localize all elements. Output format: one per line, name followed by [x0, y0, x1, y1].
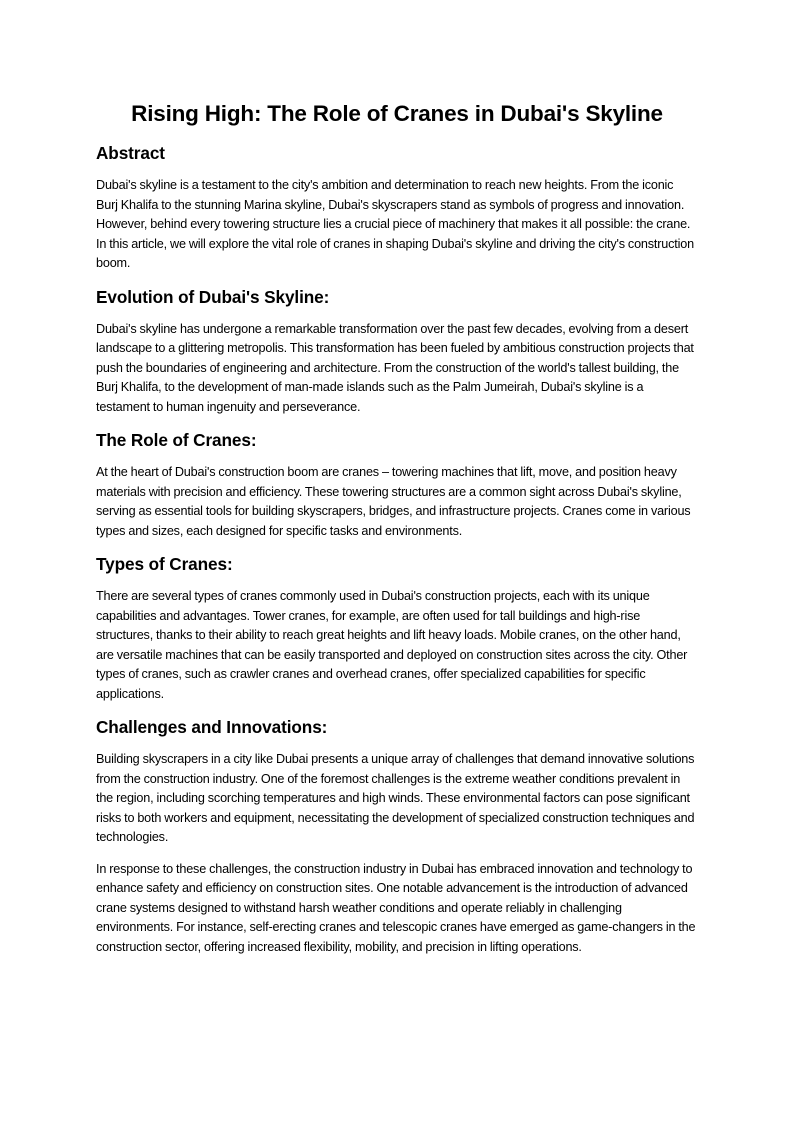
role-of-cranes-heading: The Role of Cranes:	[96, 430, 257, 450]
evolution-paragraph: Dubai's skyline has undergone a remarkable transformation over the past few decades, evolving from a desert landscape to a glittering metropolis. This transformation has been fueled by ambitious construction projects that push the boundaries of engineering and architecture. From the construction of the world's tallest building, the Burj Khalifa, to the development of man-made islands such as the Palm Jumeirah, Dubai's skyline is a testament to human ingenuity and perseverance.	[96, 321, 694, 414]
types-of-cranes-heading: Types of Cranes:	[96, 554, 233, 574]
challenges-paragraph-2: In response to these challenges, the construction industry in Dubai has embraced innovation and technology to enhance safety and efficiency on construction sites. One notable advancement is the introduction of advanced crane systems designed to withstand harsh weather conditions and operate reliably in challenging environments. For instance, self-erecting cranes and telescopic cranes have emerged as game-changers in the construction sector, offering increased flexibility, mobility, and precision in lifting operations.	[96, 861, 696, 954]
types-of-cranes-paragraph: There are several types of cranes commonly used in Dubai's construction projects, each with its unique capabilities and advantages. Tower cranes, for example, are often used for tall buildings and high-rise structures, thanks to their ability to reach great heights and lift heavy loads. Mobile cranes, on the other hand, are versatile machines that can be easily transported and deployed on construction sites across the city. Other types of cranes, such as crawler cranes and overhead cranes, offer specialized capabilities for specific applications.	[96, 589, 688, 701]
challenges-heading: Challenges and Innovations:	[96, 717, 328, 737]
abstract-paragraph: Dubai's skyline is a testament to the city's ambition and determination to reach new heights. From the iconic Burj Khalifa to the stunning Marina skyline, Dubai's skyscrapers stand as symbols of progress and innovation. However, behind every towering structure lies a crucial piece of machinery that makes it all possible: the crane. In this article, we will explore the vital role of cranes in shaping Dubai's skyline and driving the city's construction boom.	[96, 178, 694, 270]
role-of-cranes-paragraph: At the heart of Dubai's construction boom are cranes – towering machines that lift, move, and position heavy materials with precision and efficiency. These towering structures are a common sight across Dubai's skyline, serving as essential tools for building skyscrapers, bridges, and infrastructure projects. Cranes come in various types and sizes, each designed for specific tasks and environments.	[96, 465, 691, 538]
document-title: Rising High: The Role of Cranes in Dubai's Skyline	[131, 101, 663, 126]
evolution-heading: Evolution of Dubai's Skyline:	[96, 286, 330, 307]
challenges-paragraph-1: Building skyscrapers in a city like Dubai presents a unique array of challenges that demand innovative solutions from the construction industry. One of the foremost challenges is the extreme weather conditions prevalent in the region, including scorching temperatures and high winds. These environmental factors can pose significant risks to both workers and equipment, necessitating the development of specialized construction techniques and technologies.	[96, 752, 695, 844]
abstract-heading: Abstract	[96, 143, 165, 163]
